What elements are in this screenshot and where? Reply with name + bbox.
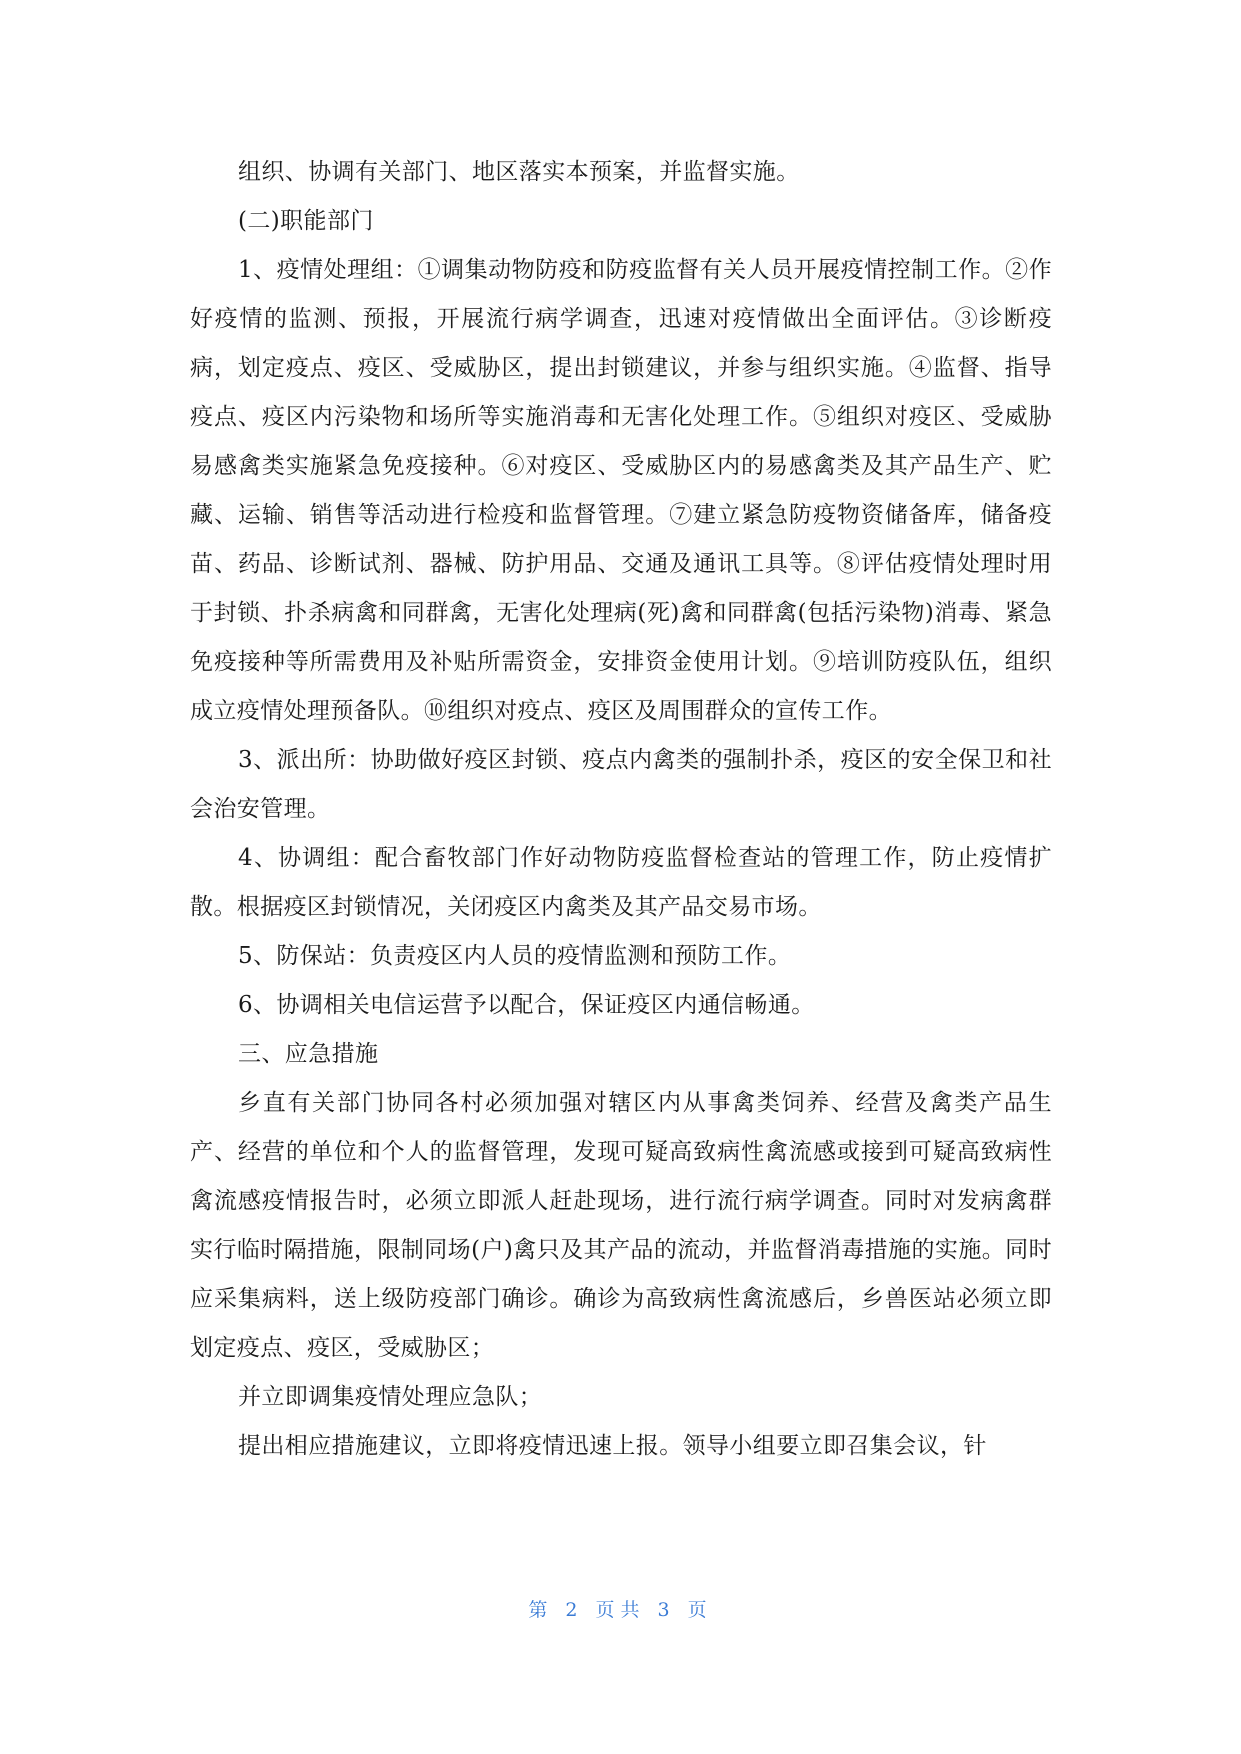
paragraph-organize: 组织、协调有关部门、地区落实本预案，并监督实施。 (238, 159, 800, 185)
section-heading-emergency-measures: 三、应急措施 (238, 1041, 379, 1067)
document-body (190, 148, 1052, 1471)
section-heading-functional-departments: (二)职能部门 (238, 208, 374, 234)
paragraph-coordination-team: 4、协调组：配合畜牧部门作好动物防疫监督检查站的管理工作，防止疫情扩散。根据疫区封锁情况，关闭疫区内禽类及其产品交易市场。 (190, 845, 1052, 920)
paragraph-report: 提出相应措施建议，立即将疫情迅速上报。领导小组要立即召集会议，针 (238, 1433, 987, 1459)
paragraph-epidemic-team: 1、疫情处理组：①调集动物防疫和防疫监督有关人员开展疫情控制工作。②作好疫情的监测、预报，开展流行病学调查，迅速对疫情做出全面评估。③诊断疫病，划定疫点、疫区、受威胁区，提出封锁建议，并参与组织实施。④监督、指导疫点、疫区内污染物和场所等实施消毒和无害化处理工作。⑤组织对疫区、受威胁易感禽类实施紧急免疫接种。⑥对疫区、受威胁区内的易感禽类及其产品生产、贮藏、运输、销售等活动进行检疫和监督管理。⑦建立紧急防疫物资储备库，储备疫苗、药品、诊断试剂、器械、防护用品、交通及通讯工具等。⑧评估疫情处理时用于封锁、扑杀病禽和同群禽，无害化处理病(死)禽和同群禽(包括污染物)消毒、紧急免疫接种等所需费用及补贴所需资金，安排资金使用计划。⑨培训防疫队伍，组织成立疫情处理预备队。⑩组织对疫点、疫区及周围群众的宣传工作。 (190, 257, 1052, 724)
paragraph-health-station: 5、防保站：负责疫区内人员的疫情监测和预防工作。 (238, 943, 792, 969)
paragraph-emergency-measures: 乡直有关部门协同各村必须加强对辖区内从事禽类饲养、经营及禽类产品生产、经营的单位和个人的监督管理，发现可疑高致病性禽流感或接到可疑高致病性禽流感疫情报告时，必须立即派人赶赴现场，进行流行病学调查。同时对发病禽群实行临时隔措施，限制同场(户)禽只及其产品的流动，并监督消毒措施的实施。同时应采集病料，送上级防疫部门确诊。确诊为高致病性禽流感后，乡兽医站必须立即划定疫点、疫区，受威胁区； (190, 1090, 1052, 1361)
paragraph-telecom: 6、协调相关电信运营予以配合，保证疫区内通信畅通。 (238, 992, 815, 1018)
page-number-footer: 第 2 页共 3 页 (528, 1599, 713, 1621)
paragraph-response-team: 并立即调集疫情处理应急队； (238, 1384, 543, 1410)
paragraph-police-station: 3、派出所：协助做好疫区封锁、疫点内禽类的强制扑杀，疫区的安全保卫和社会治安管理。 (190, 747, 1052, 822)
